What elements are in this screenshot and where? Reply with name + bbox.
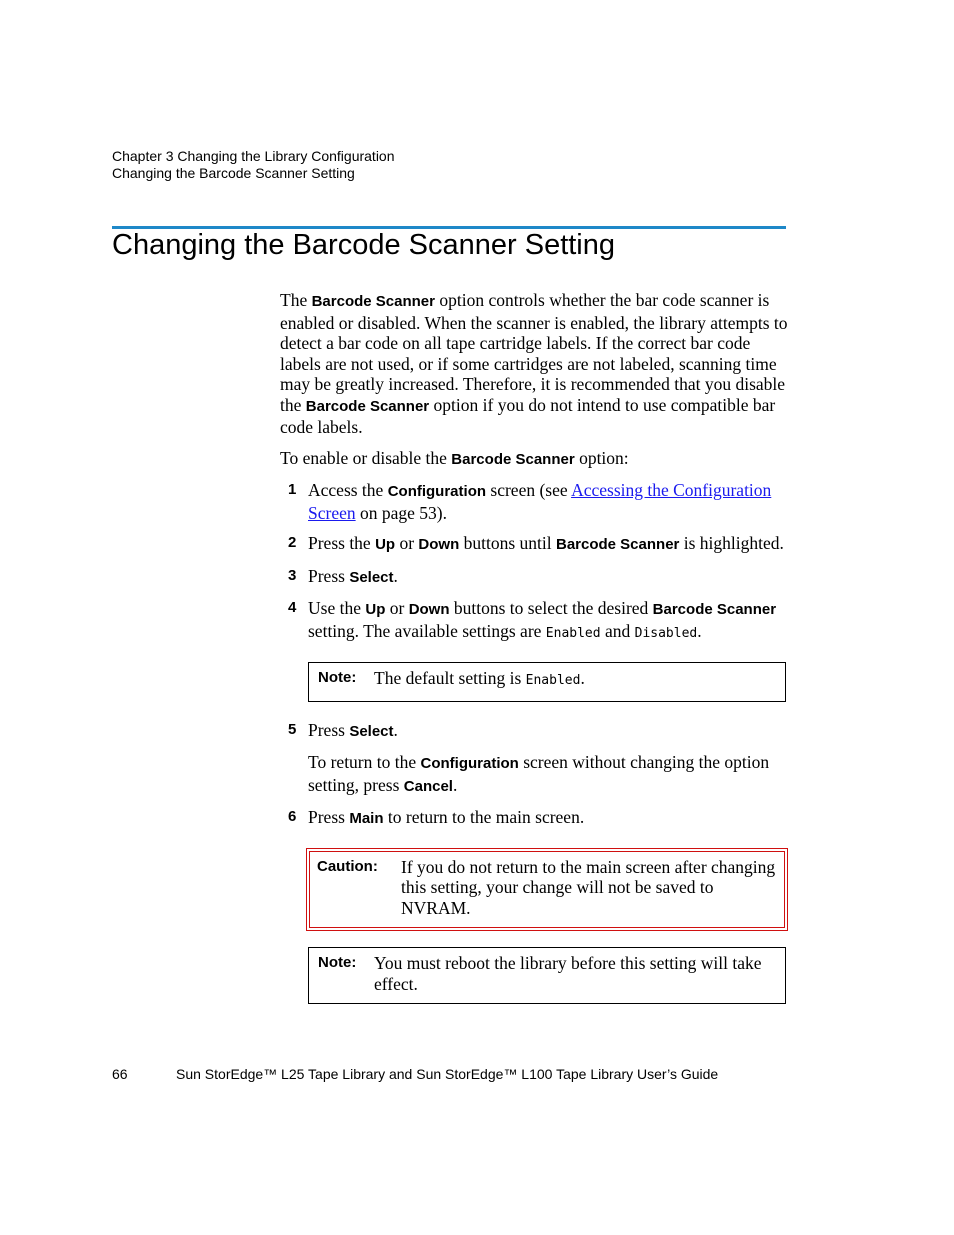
step-number: 5 (288, 720, 297, 738)
step-6: 6 Press Main to return to the main screen. (288, 807, 585, 827)
note-reboot (308, 947, 786, 1004)
caution-label: Caution: (317, 857, 378, 875)
step-5: 5 Press Select. (288, 719, 398, 740)
accessing-configuration-screen-link[interactable]: Accessing the Configuration Screen (308, 480, 772, 523)
caution-box (306, 848, 788, 932)
note-label: Note: (318, 954, 357, 971)
step-2: 2 Press the Up or Down buttons until Barcode Scanner is highlighted. (288, 533, 784, 553)
page-footer (112, 1066, 718, 1083)
footer-title: Sun StorEdge™ L25 Tape Library and Sun StorEdge™ L100 Tape Library User’s Guide (176, 1066, 719, 1082)
page-number: 66 (112, 1066, 128, 1082)
step-number: 2 (288, 534, 297, 551)
note-text: You must reboot the library before this setting will take effect. (374, 953, 762, 994)
note-label: Note: (318, 669, 357, 686)
step-number: 1 (288, 481, 297, 498)
body-text (280, 290, 790, 1004)
intro-paragraph: The Barcode Scanner option controls whether the bar code scanner is enabled or disabled. When the scanner is enabled, the library attempts to detect a bar code on all tape cartridge labels. If the correct bar code labels are not used, or if some cartridges are not labeled, scanning time may be greatly increased. Therefore, it is recommended that you disable the Barcode Scanner option if you do not intend to use compatible bar code labels. (280, 290, 788, 437)
procedure-lead: To enable or disable the Barcode Scanner option: (280, 447, 629, 468)
step-4: 4 Use the Up or Down buttons to select the desired Barcode Scanner setting. The available settings are Enabled and Disabled. (288, 598, 777, 641)
step-3: 3 Press Select. (288, 565, 398, 586)
note-default-setting (308, 662, 786, 702)
running-header (112, 148, 395, 182)
header-section: Changing the Barcode Scanner Setting (112, 165, 355, 181)
step-number: 4 (288, 599, 297, 616)
header-chapter: Chapter 3 Changing the Library Configuration (112, 148, 395, 164)
caution-text: If you do not return to the main screen after changing this setting, your change will not be saved to NVRAM. (401, 856, 776, 918)
step-1: 1 Access the Configuration screen (see Accessing the Configuration Screen on page 53). (288, 480, 772, 523)
page-title: Changing the Barcode Scanner Setting (112, 229, 616, 261)
step-number: 6 (288, 808, 297, 825)
step-number: 3 (288, 566, 297, 584)
note-text: The default setting is Enabled. (374, 668, 585, 688)
step-5-detail: To return to the Configuration screen without changing the option setting, press Cancel. (308, 752, 770, 795)
